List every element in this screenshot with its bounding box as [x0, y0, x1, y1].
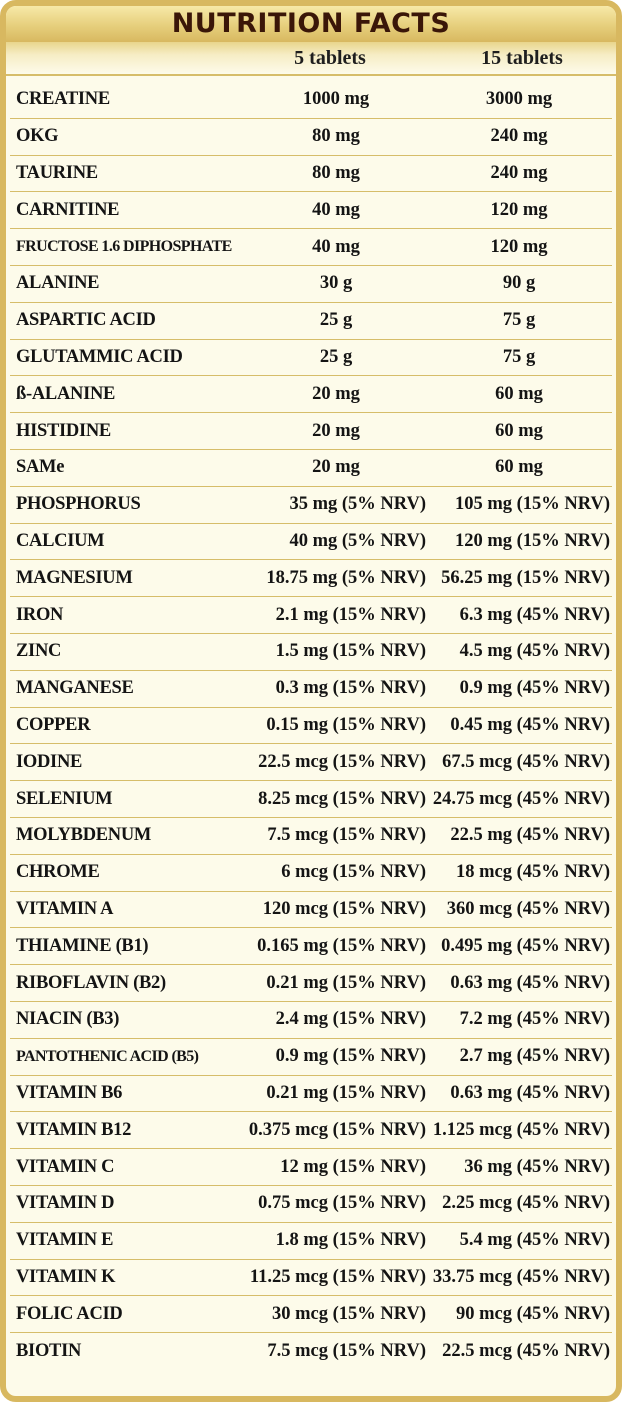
table-row — [10, 1186, 612, 1223]
value-15-tablets: 5.4 mg (45% NRV) — [459, 1230, 610, 1251]
value-15-tablets: 56.25 mg (15% NRV) — [441, 567, 610, 588]
nutrient-name: VITAMIN A — [16, 898, 114, 919]
table-row — [10, 1076, 612, 1113]
nutrient-name: CALCIUM — [16, 530, 105, 551]
value-15-tablets: 240 mg — [490, 126, 548, 147]
value-15-tablets: 105 mg (15% NRV) — [454, 494, 610, 515]
nutrient-name: VITAMIN D — [16, 1193, 115, 1214]
value-15-tablets: 240 mg — [490, 162, 548, 183]
table-row — [10, 1296, 612, 1333]
value-5-tablets: 12 mg (15% NRV) — [280, 1156, 426, 1177]
value-5-tablets: 1.5 mg (15% NRV) — [275, 641, 426, 662]
value-5-tablets: 25 g — [319, 346, 353, 367]
table-row — [10, 82, 612, 119]
table-row — [10, 1112, 612, 1149]
value-5-tablets: 25 g — [319, 310, 353, 331]
value-15-tablets: 60 mg — [495, 457, 543, 478]
nutrient-name: SAMe — [16, 457, 65, 478]
table-row — [10, 855, 612, 892]
nutrient-name: BIOTIN — [16, 1340, 82, 1361]
nutrient-name: RIBOFLAVIN (B2) — [16, 972, 166, 993]
nutrient-name: CHROME — [16, 862, 100, 883]
table-row — [10, 1039, 612, 1076]
nutrient-name: MANGANESE — [16, 678, 134, 699]
value-15-tablets: 75 g — [502, 346, 536, 367]
value-15-tablets: 36 mg (45% NRV) — [464, 1156, 610, 1177]
value-15-tablets: 67.5 mcg (45% NRV) — [442, 751, 610, 772]
table-row — [10, 560, 612, 597]
value-5-tablets: 2.1 mg (15% NRV) — [275, 604, 426, 625]
table-row — [10, 1333, 612, 1370]
value-5-tablets: 35 mg (5% NRV) — [289, 494, 426, 515]
value-15-tablets: 360 mcg (45% NRV) — [446, 898, 610, 919]
table-row — [10, 487, 612, 524]
value-5-tablets: 40 mg (5% NRV) — [289, 530, 426, 551]
nutrient-name: VITAMIN C — [16, 1156, 115, 1177]
value-5-tablets: 30 mcg (15% NRV) — [272, 1303, 426, 1324]
value-5-tablets: 20 mg — [312, 457, 360, 478]
nutrient-name: ALANINE — [16, 273, 100, 294]
nutrient-name: ASPARTIC ACID — [16, 310, 156, 331]
value-5-tablets: 18.75 mg (5% NRV) — [266, 567, 426, 588]
value-5-tablets: 120 mcg (15% NRV) — [262, 898, 426, 919]
value-15-tablets: 1.125 mcg (45% NRV) — [432, 1119, 610, 1140]
table-row — [10, 928, 612, 965]
value-15-tablets: 6.3 mg (45% NRV) — [459, 604, 610, 625]
value-15-tablets: 60 mg — [495, 420, 543, 441]
table-row — [10, 965, 612, 1002]
value-5-tablets: 6 mcg (15% NRV) — [281, 862, 426, 883]
value-15-tablets: 18 mcg (45% NRV) — [456, 862, 610, 883]
value-15-tablets: 2.7 mg (45% NRV) — [459, 1046, 610, 1067]
value-5-tablets: 0.21 mg (15% NRV) — [266, 972, 426, 993]
column-header-row — [6, 42, 616, 76]
value-5-tablets: 20 mg — [312, 420, 360, 441]
table-row — [10, 119, 612, 156]
column-header-15-tablets: 15 tablets — [481, 46, 563, 69]
nutrient-name: MAGNESIUM — [16, 567, 133, 588]
table-row — [10, 744, 612, 781]
value-5-tablets: 7.5 mcg (15% NRV) — [267, 825, 426, 846]
value-15-tablets: 22.5 mg (45% NRV) — [450, 825, 610, 846]
table-row — [10, 1223, 612, 1260]
nutrient-name: VITAMIN K — [16, 1266, 116, 1287]
nutrient-name: OKG — [16, 126, 59, 147]
value-5-tablets: 1.8 mg (15% NRV) — [275, 1230, 426, 1251]
nutrient-name: ZINC — [16, 641, 62, 662]
nutrient-name: NIACIN (B3) — [16, 1009, 120, 1030]
nutrient-name: MOLYBDENUM — [16, 825, 152, 846]
value-5-tablets: 0.165 mg (15% NRV) — [257, 935, 426, 956]
nutrient-name: ß-ALANINE — [16, 383, 116, 404]
table-row — [10, 156, 612, 193]
table-row — [10, 634, 612, 671]
nutrient-name: VITAMIN E — [16, 1230, 114, 1251]
nutrient-name: SELENIUM — [16, 788, 113, 809]
value-5-tablets: 22.5 mcg (15% NRV) — [258, 751, 426, 772]
table-row — [10, 597, 612, 634]
value-15-tablets: 120 mg (15% NRV) — [454, 530, 610, 551]
table-row — [10, 708, 612, 745]
nutrient-name: PANTOTHENIC ACID (B5) — [16, 1047, 199, 1065]
table-row — [10, 229, 612, 266]
value-5-tablets: 7.5 mcg (15% NRV) — [267, 1340, 426, 1361]
table-row — [10, 266, 612, 303]
value-5-tablets: 0.3 mg (15% NRV) — [275, 678, 426, 699]
nutrient-name: CARNITINE — [16, 199, 120, 220]
value-5-tablets: 0.75 mcg (15% NRV) — [258, 1193, 426, 1214]
table-row — [10, 192, 612, 229]
nutrient-name: VITAMIN B12 — [16, 1119, 132, 1140]
table-row — [10, 1260, 612, 1297]
value-5-tablets: 80 mg — [312, 126, 360, 147]
nutrient-name: GLUTAMMIC ACID — [16, 346, 183, 367]
value-5-tablets: 2.4 mg (15% NRV) — [275, 1009, 426, 1030]
nutrient-name: CREATINE — [16, 89, 110, 110]
value-5-tablets: 0.15 mg (15% NRV) — [266, 714, 426, 735]
value-15-tablets: 120 mg — [490, 236, 548, 257]
value-15-tablets: 0.63 mg (45% NRV) — [450, 1082, 610, 1103]
value-15-tablets: 0.63 mg (45% NRV) — [450, 972, 610, 993]
table-row — [10, 1149, 612, 1186]
value-15-tablets: 22.5 mcg (45% NRV) — [442, 1340, 610, 1361]
nutrient-name: HISTIDINE — [16, 420, 111, 441]
column-header-5-tablets: 5 tablets — [294, 46, 366, 69]
value-15-tablets: 120 mg — [490, 199, 548, 220]
value-5-tablets: 1000 mg — [302, 89, 370, 110]
nutrient-name: FOLIC ACID — [16, 1303, 123, 1324]
value-5-tablets: 11.25 mcg (15% NRV) — [249, 1266, 426, 1287]
value-15-tablets: 2.25 mcg (45% NRV) — [442, 1193, 610, 1214]
table-row — [10, 892, 612, 929]
value-5-tablets: 30 g — [319, 273, 353, 294]
value-15-tablets: 3000 mg — [485, 89, 553, 110]
nutrient-name: VITAMIN B6 — [16, 1082, 123, 1103]
value-15-tablets: 60 mg — [495, 383, 543, 404]
value-15-tablets: 7.2 mg (45% NRV) — [459, 1009, 610, 1030]
value-15-tablets: 0.45 mg (45% NRV) — [450, 714, 610, 735]
value-5-tablets: 40 mg — [312, 199, 360, 220]
table-row — [10, 376, 612, 413]
value-15-tablets: 33.75 mcg (45% NRV) — [432, 1266, 610, 1287]
value-15-tablets: 0.495 mg (45% NRV) — [441, 935, 610, 956]
panel-title: NUTRITION FACTS — [6, 6, 616, 42]
value-15-tablets: 0.9 mg (45% NRV) — [459, 678, 610, 699]
table-row — [10, 781, 612, 818]
value-5-tablets: 40 mg — [312, 236, 360, 257]
nutrient-name: THIAMINE (B1) — [16, 935, 149, 956]
nutrient-name: TAURINE — [16, 162, 98, 183]
table-row — [10, 340, 612, 377]
nutrient-name: FRUCTOSE 1.6 DIPHOSPHATE — [16, 238, 232, 256]
table-row — [10, 524, 612, 561]
value-5-tablets: 0.9 mg (15% NRV) — [275, 1046, 426, 1067]
value-15-tablets: 24.75 mcg (45% NRV) — [432, 788, 610, 809]
nutrient-name: IRON — [16, 604, 64, 625]
nutrient-name: COPPER — [16, 714, 91, 735]
table-row — [10, 413, 612, 450]
table-row — [10, 450, 612, 487]
value-15-tablets: 90 mcg (45% NRV) — [456, 1303, 610, 1324]
value-5-tablets: 8.25 mcg (15% NRV) — [258, 788, 426, 809]
nutrient-name: PHOSPHORUS — [16, 494, 141, 515]
value-5-tablets: 0.21 mg (15% NRV) — [266, 1082, 426, 1103]
nutrient-table — [6, 76, 616, 1370]
value-5-tablets: 20 mg — [312, 383, 360, 404]
nutrient-name: IODINE — [16, 751, 83, 772]
value-5-tablets: 80 mg — [312, 162, 360, 183]
value-5-tablets: 0.375 mcg (15% NRV) — [248, 1119, 426, 1140]
value-15-tablets: 90 g — [502, 273, 536, 294]
table-row — [10, 303, 612, 340]
table-row — [10, 671, 612, 708]
table-row — [10, 818, 612, 855]
value-15-tablets: 75 g — [502, 310, 536, 331]
table-row — [10, 1002, 612, 1039]
value-15-tablets: 4.5 mg (45% NRV) — [459, 641, 610, 662]
